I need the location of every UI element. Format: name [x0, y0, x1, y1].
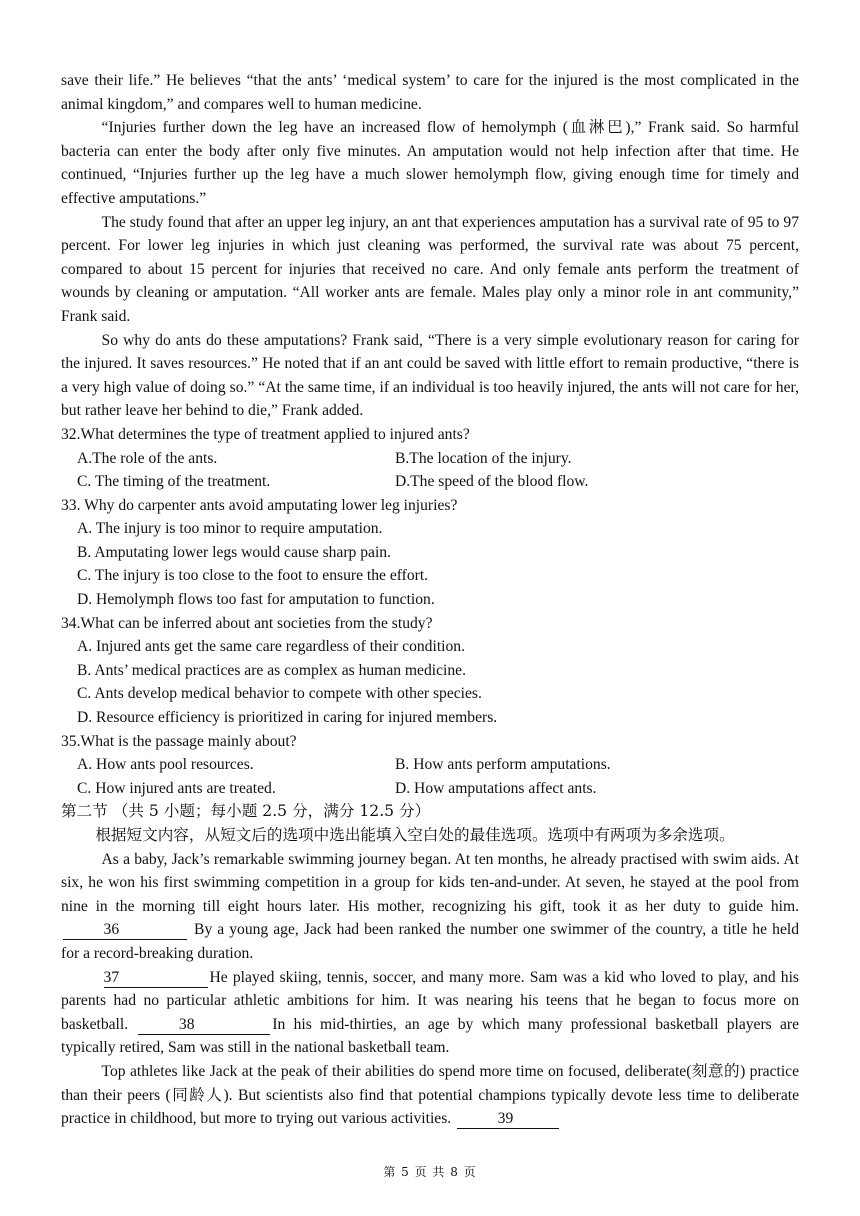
option-d: D.The speed of the blood flow. [395, 473, 589, 491]
option-c: C. Ants develop medical behavior to compete with other species. [77, 685, 482, 703]
cloze-text: Top athletes like Jack at the peak of their abilities do spend more time on focused, deliberate(刻意的) practice than their peers (同龄人). But scientists also find that potential champions typically devote less time to deliberate practice in childhood, but more to trying out various activities. [61, 1062, 799, 1128]
option-row [61, 447, 799, 471]
option-row [61, 777, 799, 801]
blank-36: 36 [63, 921, 187, 940]
cloze-text: As a baby, Jack’s remarkable swimming journey began. At ten months, he already practised with swim aids. At six, he won his first swimming competition in a group for kids ten-and-under. At seven, he stayed at the pool from nine in the morning till eight hours later. His mother, recognizing his gift, took it as her duty to guide him. [61, 850, 799, 915]
option-b: B.The location of the injury. [395, 449, 572, 467]
cloze-paragraph-1 [61, 848, 799, 966]
option-d: D. Hemolymph flows too fast for amputation to function. [77, 591, 435, 609]
cloze-paragraph-3 [61, 1060, 799, 1131]
section-instruction: 根据短文内容，从短文后的选项中选出能填入空白处的最佳选项。选项中有两项为多余选项。 [95, 826, 735, 844]
question-34 [61, 612, 799, 730]
option-a: A.The role of the ants. [77, 449, 218, 467]
option-c: C. How injured ants are treated. [77, 779, 276, 797]
option-d: D. Resource efficiency is prioritized in caring for injured members. [77, 709, 498, 727]
question-stem: 32.What determines the type of treatment applied to injured ants? [61, 425, 470, 443]
option-row [61, 753, 799, 777]
page-footer: 第 5 页 共 8 页 [383, 1165, 477, 1179]
blank-39: 39 [457, 1110, 559, 1129]
option-c: C. The timing of the treatment. [77, 473, 271, 491]
cloze-text: In his mid-thirties, an age by which many professional basketball players are typically retired, Sam was still in the national basketball team. [61, 1015, 799, 1057]
question-stem: 34.What can be inferred about ant societies from the study? [61, 614, 433, 632]
section-heading: 第二节 （共 5 小题；每小题 2.5 分，满分 12.5 分） [61, 802, 431, 821]
passage-paragraph-1: save their life.” He believes “that the ants’ ‘medical system’ to care for the injured is the most complicated in the animal kingdom,” and compares well to human medicine. [61, 72, 799, 113]
question-32 [61, 423, 799, 494]
option-b: B. Amputating lower legs would cause sharp pain. [77, 543, 391, 561]
option-d: D. How amputations affect ants. [395, 779, 597, 797]
question-35 [61, 730, 799, 801]
cloze-paragraph-2 [61, 966, 799, 1060]
blank-37: 37 [104, 969, 208, 988]
passage-paragraph-4: So why do ants do these amputations? Frank said, “There is a very simple evolutionary reason for caring for the injured. It saves resources.” He noted that if an ant could be saved with little effort to remain productive, “there is a very high value of doing so.” “At the same time, if an individual is too heavily injured, the ants will not care for her, but rather leave her behind to die,” Frank added. [61, 331, 799, 420]
question-stem: 35.What is the passage mainly about? [61, 732, 297, 750]
cloze-text: By a young age, Jack had been ranked the number one swimmer of the country, a title he held for a record-breaking duration. [61, 921, 799, 962]
option-b: B. Ants’ medical practices are as complex as human medicine. [77, 661, 466, 679]
passage-paragraph-2: “Injuries further down the leg have an increased flow of hemolymph (血淋巴),” Frank said. So harmful bacteria can enter the body after only five minutes. An amputation would not help infection after that time. He continued, “Injuries further up the leg have a much slower hemolymph flow, giving enough time for timely and effective amputations.” [61, 119, 799, 207]
exam-page [61, 69, 799, 1131]
option-a: A. How ants pool resources. [77, 756, 254, 774]
cloze-text: He played skiing, tennis, soccer, and many more. Sam was a kid who loved to play, and his parents had no particular athletic ambitions for him. It was nearing his teens that he began to focus more on basketball. [61, 968, 799, 1033]
question-33 [61, 494, 799, 612]
question-stem: 33. Why do carpenter ants avoid amputating lower leg injuries? [61, 496, 458, 514]
option-a: A. The injury is too minor to require amputation. [77, 520, 383, 538]
option-row [61, 470, 799, 494]
option-b: B. How ants perform amputations. [395, 756, 611, 774]
passage-paragraph-3: The study found that after an upper leg injury, an ant that experiences amputation has a survival rate of 95 to 97 percent. For lower leg injuries in which just cleaning was performed, the survival rate was about 75 percent, compared to about 15 percent for injuries that received no care. And only female ants perform the treatment of wounds by cleaning or amputation. “All worker ants are female. Males play only a minor role in ant community,” Frank said. [61, 213, 799, 325]
blank-38: 38 [138, 1016, 270, 1035]
option-c: C. The injury is too close to the foot to ensure the effort. [77, 567, 429, 585]
option-a: A. Injured ants get the same care regardless of their condition. [77, 638, 465, 656]
